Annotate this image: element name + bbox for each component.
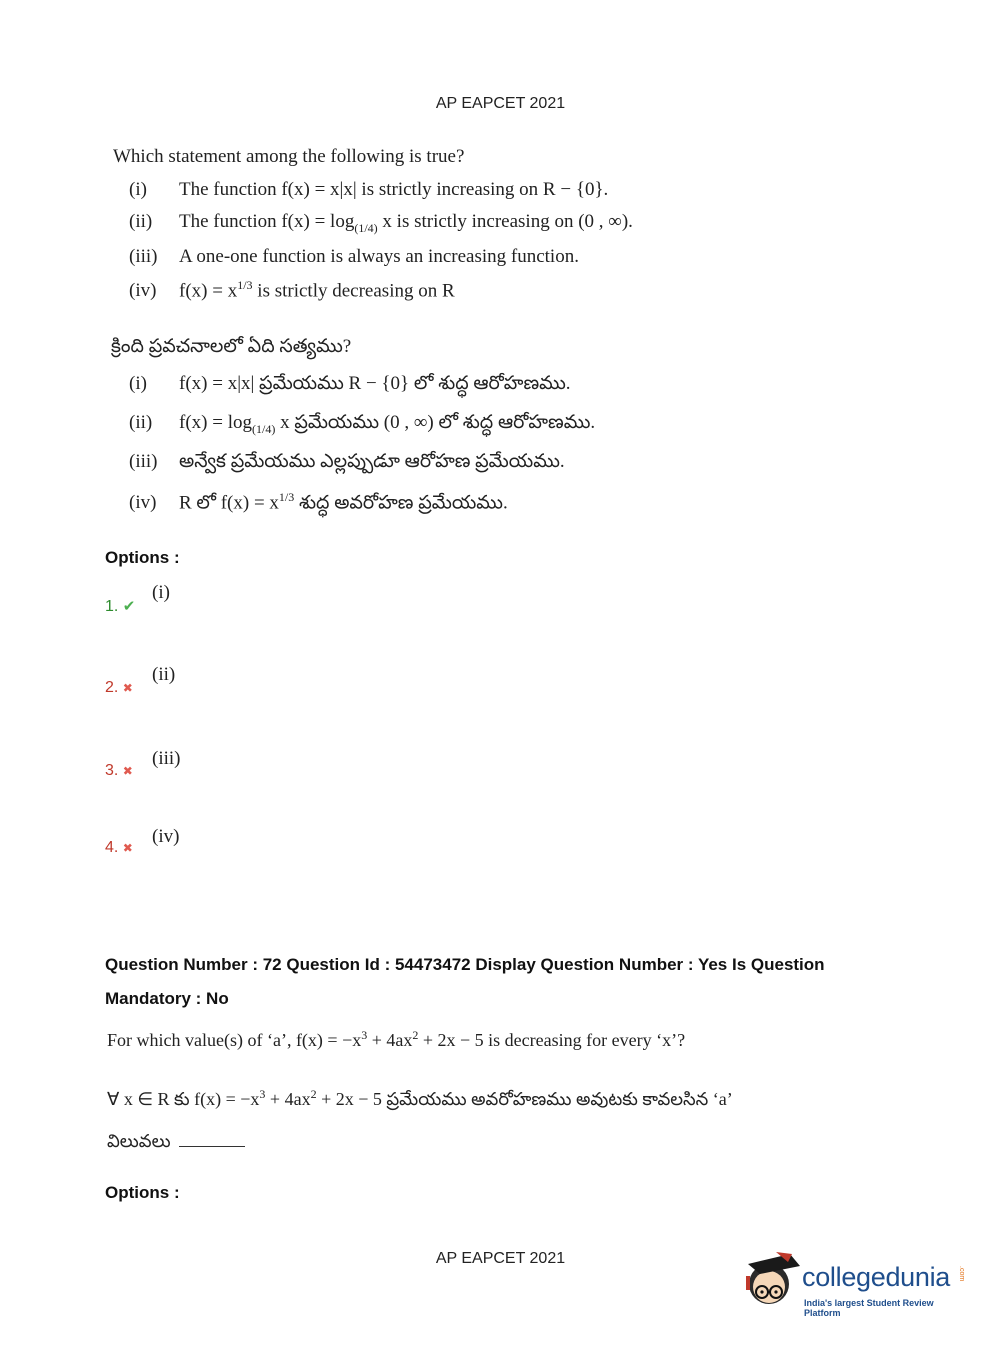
mascot-icon bbox=[742, 1248, 802, 1314]
collegedunia-logo bbox=[742, 1248, 972, 1318]
question-prompt-english bbox=[107, 1028, 685, 1051]
answer-blank bbox=[179, 1146, 245, 1147]
option-number: 4. bbox=[105, 839, 119, 856]
statement-number: (ii) bbox=[129, 211, 153, 232]
statement-telugu-4 bbox=[129, 490, 508, 518]
log-base: (1/4) bbox=[251, 421, 276, 436]
logo-tagline: India's largest Student Review Platform bbox=[804, 1298, 934, 1318]
statement-number: (i) bbox=[129, 179, 147, 200]
question-prompt-telugu-line2 bbox=[107, 1131, 245, 1156]
statement-number: (ii) bbox=[129, 412, 153, 433]
statement-text-rest: x ప్రమేయము (0 , ∞) లో శుద్ధ ఆరోహణము. bbox=[275, 412, 596, 433]
question-text: ∀ x ∈ R కు f(x) = −x bbox=[107, 1089, 260, 1109]
question-text: + 4ax bbox=[367, 1030, 413, 1050]
statement-number: (i) bbox=[129, 373, 147, 394]
option-1[interactable] bbox=[105, 597, 135, 616]
exponent: 3 bbox=[361, 1028, 368, 1042]
question-meta-mandatory: Mandatory : No bbox=[105, 989, 229, 1008]
option-value: (iii) bbox=[152, 748, 181, 769]
statement-telugu-3 bbox=[129, 451, 565, 477]
statement-text-rest: is strictly decreasing on R bbox=[252, 280, 455, 302]
statement-text: f(x) = x|x| ప్రమేయము R − {0} లో శుద్ధ ఆరోహణము. bbox=[179, 373, 571, 394]
option-number: 1. bbox=[105, 598, 119, 615]
question-meta: Question Number : 72 Question Id : 54473472 Display Question Number : Yes Is Question bbox=[105, 955, 825, 974]
statement-number: (iii) bbox=[129, 451, 158, 472]
question-prompt-english: Which statement among the following is true? bbox=[113, 146, 465, 167]
statement-text-rest: శుద్ధ అవరోహణ ప్రమేయము. bbox=[294, 492, 508, 514]
check-icon: ✔ bbox=[122, 598, 136, 615]
option-value: (i) bbox=[152, 582, 170, 603]
cross-icon: ✖ bbox=[122, 764, 133, 778]
statement-text: A one-one function is always an increasing function. bbox=[179, 246, 579, 267]
question-text: విలువలు bbox=[107, 1131, 171, 1151]
exponent: 3 bbox=[259, 1087, 266, 1101]
question-prompt-telugu: క్రింది ప్రవచనాలలో ఏది సత్యము? bbox=[111, 336, 352, 357]
option-4[interactable] bbox=[105, 839, 133, 857]
option-number: 2. bbox=[105, 679, 119, 696]
question-text: + 4ax bbox=[265, 1089, 311, 1109]
logo-domain: .com bbox=[958, 1266, 965, 1282]
statement-text: f(x) = log bbox=[179, 412, 252, 433]
statement-english-3 bbox=[129, 246, 579, 268]
options-label: Options : bbox=[105, 1183, 180, 1202]
option-number: 3. bbox=[105, 762, 119, 779]
option-2[interactable] bbox=[105, 679, 133, 697]
statement-number: (iv) bbox=[129, 492, 157, 514]
statement-text: R లో f(x) = x bbox=[179, 492, 279, 514]
page-footer: AP EAPCET 2021 bbox=[435, 1250, 566, 1267]
statement-text-rest: x is strictly increasing on (0 , ∞). bbox=[377, 211, 633, 232]
statement-telugu-1 bbox=[129, 373, 571, 399]
statement-text: The function f(x) = log bbox=[179, 211, 355, 232]
statement-number: (iii) bbox=[129, 246, 158, 267]
exponent: 1/3 bbox=[278, 490, 295, 504]
question-text: + 2x − 5 ప్రమేయము అవరోహణము అవుటకు కావలసిన ‘a’ bbox=[316, 1089, 733, 1109]
statement-number: (iv) bbox=[129, 280, 157, 302]
page-header: AP EAPCET 2021 bbox=[435, 95, 566, 112]
option-3[interactable] bbox=[105, 762, 133, 780]
statement-telugu-2 bbox=[129, 412, 595, 438]
question-text: For which value(s) of ‘a’, f(x) = −x bbox=[107, 1030, 362, 1050]
question-prompt-telugu bbox=[107, 1087, 733, 1114]
cross-icon: ✖ bbox=[122, 681, 133, 695]
statement-text: f(x) = x bbox=[179, 280, 238, 302]
statement-text: అన్వేక ప్రమేయము ఎల్లప్పుడూ ఆరోహణ ప్రమేయము. bbox=[179, 451, 565, 472]
cross-icon: ✖ bbox=[122, 841, 133, 855]
options-label: Options : bbox=[105, 548, 180, 567]
log-base: (1/4) bbox=[354, 220, 378, 235]
statement-english-1 bbox=[129, 179, 608, 201]
exponent: 2 bbox=[310, 1087, 317, 1101]
exponent: 1/3 bbox=[237, 278, 253, 292]
statement-text: The function f(x) = x|x| is strictly increasing on R − {0}. bbox=[179, 179, 609, 200]
option-value: (ii) bbox=[152, 664, 176, 685]
exponent: 2 bbox=[412, 1028, 419, 1042]
logo-wordmark: collegedunia bbox=[802, 1262, 951, 1292]
question-text: + 2x − 5 is decreasing for every ‘x’? bbox=[418, 1030, 686, 1050]
statement-english-4 bbox=[129, 278, 455, 302]
option-value: (iv) bbox=[152, 826, 180, 847]
statement-english-2 bbox=[129, 211, 633, 236]
